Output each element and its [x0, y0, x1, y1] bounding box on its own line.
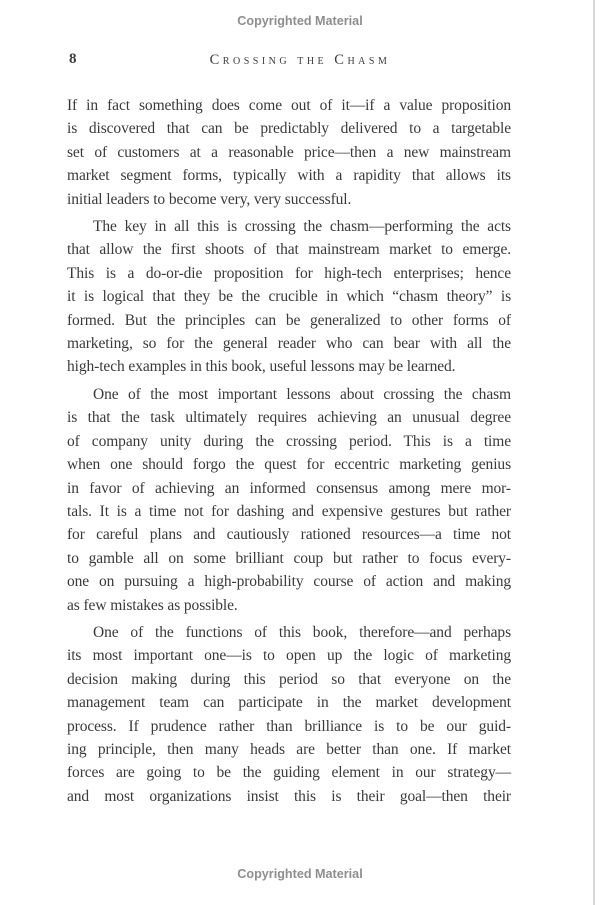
paragraph — [67, 621, 511, 808]
text-line: is discovered that can be predictably delivered to a targetable — [67, 120, 511, 138]
text-line: in favor of achieving an informed consensus among mere mor- — [67, 479, 511, 497]
text-line: high-tech examples in this book, useful lessons may be learned. — [67, 358, 456, 376]
text-line: for careful plans and cautiously rationed resources—a time not — [67, 526, 511, 544]
text-line: and most organizations insist this is their goal—then their — [67, 787, 511, 805]
text-line: as few mistakes as possible. — [67, 596, 238, 614]
text-line: The key in all this is crossing the chasm—performing the acts — [93, 218, 511, 236]
text-line: one on pursuing a high-probability course of action and making — [67, 573, 511, 591]
copyright-notice-top: Copyrighted Material — [237, 13, 363, 28]
text-line: This is a do-or-die proposition for high-tech enterprises; hence — [67, 264, 511, 282]
text-line: when one should forgo the quest for eccentric marketing genius — [67, 456, 511, 474]
text-line: tals. It is a time not for dashing and expensive gestures but rather — [67, 502, 511, 520]
running-header — [67, 51, 511, 71]
paragraph — [67, 383, 511, 617]
text-line: is that the task ultimately requires achieving an unusual degree — [67, 409, 511, 427]
text-line: One of the most important lessons about crossing the chasm — [93, 385, 511, 403]
text-line: set of customers at a reasonable price—then a new mainstream — [67, 143, 511, 161]
text-line: to gamble all on some brilliant coup but rather to focus every- — [67, 549, 511, 567]
text-line: that allow the first shoots of that mainstream market to emerge. — [67, 241, 511, 259]
text-line: If in fact something does come out of it—if a value proposition — [67, 97, 511, 114]
running-title: Crossing the Chasm — [209, 52, 391, 68]
paragraph — [67, 94, 511, 211]
text-line: marketing, so for the general reader who can bear with all the — [67, 335, 511, 353]
text-line: ing principle, then many heads are better than one. If market — [67, 740, 511, 758]
text-line: its most important one—is to open up the logic of marketing — [67, 647, 511, 665]
text-line: management team can participate in the market development — [67, 694, 511, 712]
page-number: 8 — [69, 51, 77, 67]
body-text — [67, 94, 511, 808]
text-line: formed. But the principles can be generalized to other forms of — [67, 311, 511, 329]
text-line: initial leaders to become very, very successful. — [67, 190, 352, 208]
text-line: of company unity during the crossing period. This is a time — [67, 432, 511, 450]
text-line: decision making during this period so that everyone on the — [67, 670, 511, 688]
text-line: process. If prudence rather than brilliance is to be our guid- — [67, 717, 511, 735]
text-line: market segment forms, typically with a rapidity that allows its — [67, 167, 511, 185]
text-line: it is logical that they be the crucible in which “chasm theory” is — [67, 288, 511, 306]
copyright-notice-bottom: Copyrighted Material — [237, 866, 363, 881]
paragraph — [67, 215, 511, 379]
page-edge-line — [593, 0, 595, 905]
text-line: One of the functions of this book, therefore—and perhaps — [93, 623, 511, 641]
text-line: forces are going to be the guiding element in our strategy— — [67, 764, 511, 782]
